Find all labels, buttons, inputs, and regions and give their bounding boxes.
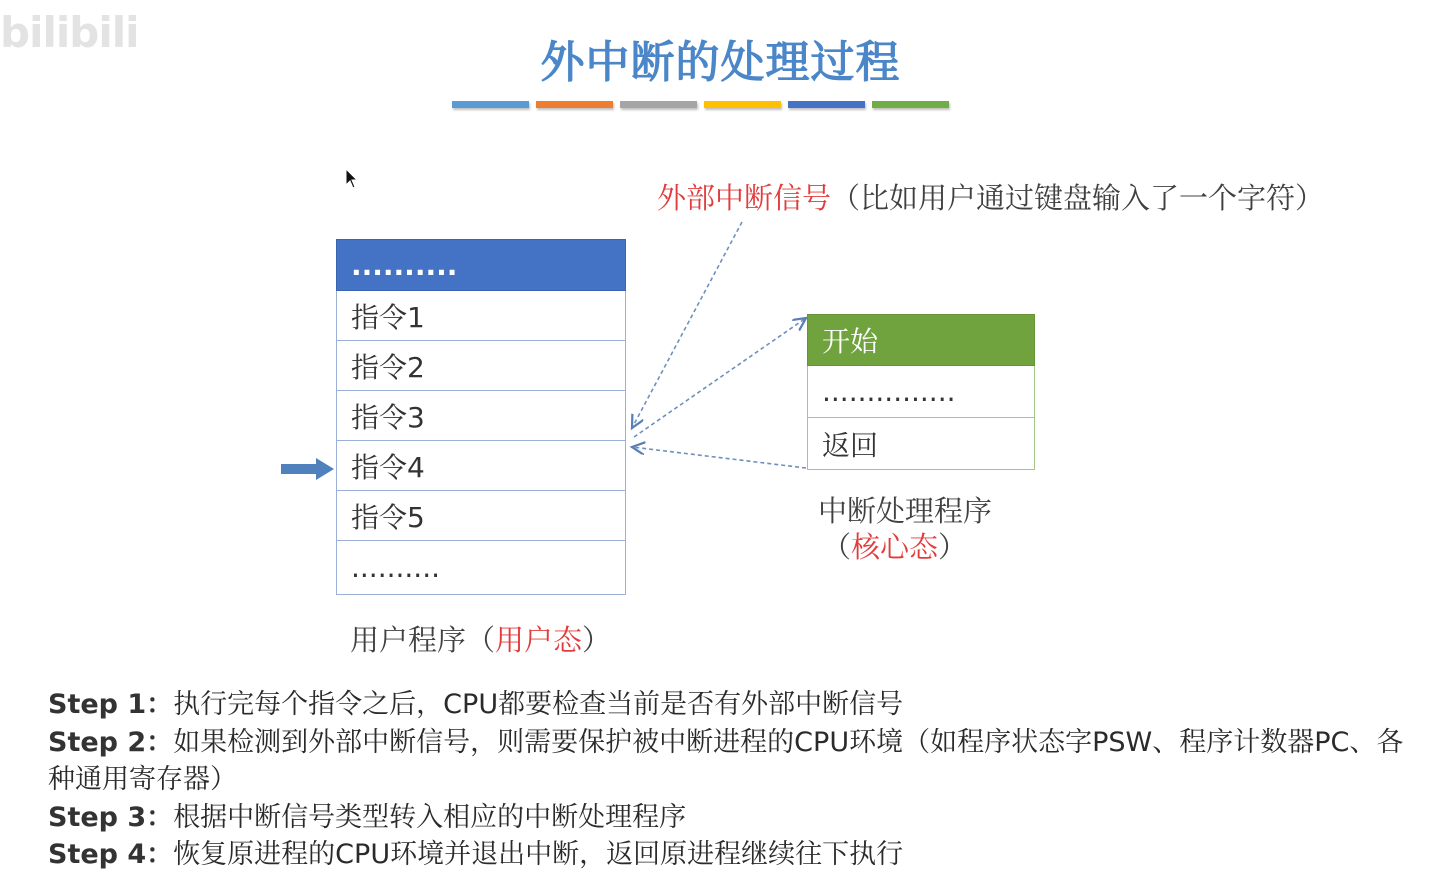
step-item xyxy=(48,799,1408,837)
user-program-caption xyxy=(350,618,611,659)
caption-line xyxy=(818,529,992,565)
program-row: 指令1 xyxy=(336,291,626,341)
program-row-current: 指令4 xyxy=(336,441,626,491)
kernel-mode-label: 核心态 xyxy=(851,530,939,564)
step-label: Step 2： xyxy=(48,726,174,758)
bilibili-watermark: bilibili xyxy=(0,8,139,57)
step-text: 如果检测到外部中断信号，则需要保护被中断进程的CPU环境（如程序状态字PSW、程序计数器PC、各种通用寄存器） xyxy=(48,726,1404,795)
user-mode-label: 用户态 xyxy=(495,623,583,657)
step-text: 恢复原进程的CPU环境并退出中断，返回原进程继续往下执行 xyxy=(173,839,904,870)
step-label: Step 1： xyxy=(48,689,174,720)
slide-title: 外中断的处理过程 xyxy=(540,37,901,88)
signal-note: （比如用户通过键盘输入了一个字符） xyxy=(831,181,1325,215)
handler-return-arrow xyxy=(632,447,806,468)
handler-row: 返回 xyxy=(807,418,1035,470)
program-row: 指令2 xyxy=(336,341,626,391)
step-item xyxy=(48,686,1408,724)
step-label: Step 3： xyxy=(48,801,174,833)
signal-highlight: 外部中断信号 xyxy=(657,181,832,215)
step-text: 执行完每个指令之后，CPU都要检查当前是否有外部中断信号 xyxy=(173,689,904,720)
steps-list xyxy=(48,686,1408,874)
handler-row: ............... xyxy=(807,366,1035,418)
interrupt-handler-table xyxy=(807,314,1035,470)
step-text: 根据中断信号类型转入相应的中断处理程序 xyxy=(173,801,687,833)
interrupt-handler-caption xyxy=(818,493,992,565)
signal-to-program-arrow xyxy=(632,222,742,428)
current-instruction-arrow-icon xyxy=(280,456,336,482)
handler-row: 开始 xyxy=(807,314,1035,366)
caption-text: 用户程序（ xyxy=(350,623,496,657)
caption-line: 中断处理程序 xyxy=(818,494,993,528)
user-program-table xyxy=(336,239,626,595)
caption-text: （ xyxy=(822,530,852,564)
program-row: .......... xyxy=(336,541,626,595)
step-label: Step 4： xyxy=(48,839,174,870)
caption-text: ） xyxy=(938,530,968,564)
caption-text: ） xyxy=(582,623,612,657)
program-row: .......... xyxy=(336,239,626,291)
program-row: 指令5 xyxy=(336,491,626,541)
step-item xyxy=(48,724,1408,799)
step-item xyxy=(48,836,1408,874)
program-row: 指令3 xyxy=(336,391,626,441)
